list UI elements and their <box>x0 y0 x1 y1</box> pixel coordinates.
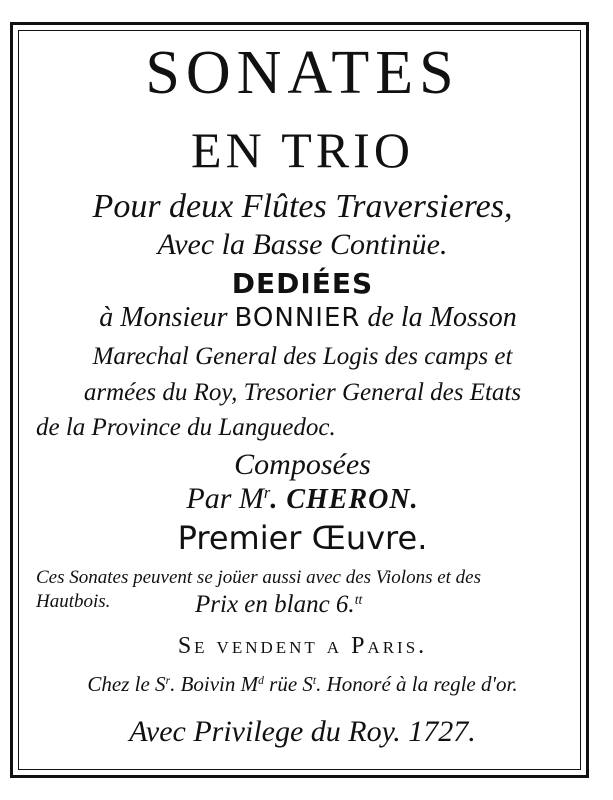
dedicatee-prefix: à Monsieur <box>99 302 235 333</box>
seller-sup-1: r <box>165 675 171 688</box>
seller-suffix: . Honoré à la regle d'or. <box>316 672 518 696</box>
instrument-note-line-2: Hautbois. <box>36 591 111 612</box>
dedicatee-titles-line-1: Marechal General des Logis des camps et <box>92 343 513 370</box>
subtitle-flutes: Pour deux Flûtes Traversieres, <box>92 188 513 225</box>
privilege-line: Avec Privilege du Roy. 1727. <box>129 715 476 748</box>
seller-mid: . Boivin M <box>170 672 259 696</box>
seller-sup-2: d <box>258 675 264 688</box>
title-line-sonates: SONATES <box>145 39 460 107</box>
dedicatee-titles-line-2: armées du Roy, Tresorier General des Etats <box>83 379 522 406</box>
opus-number: Premier Œuvre. <box>177 519 428 557</box>
seller-mid-2: rüe S <box>263 672 313 696</box>
composer-name: . CHERON. <box>270 484 419 515</box>
price-unit-sup: tt <box>354 591 363 607</box>
dedication-heading: DEDIÉES <box>231 267 374 300</box>
composed-label: Composées <box>234 448 371 481</box>
title-line-en-trio: EN TRIO <box>191 122 414 178</box>
dedicatee-titles-line-3: de la Province du Languedoc. <box>36 414 336 441</box>
composer-title-sup: r <box>263 483 271 503</box>
dedicatee-name: BONNIER <box>234 303 361 333</box>
composer-prefix: Par M <box>186 482 264 515</box>
price-line <box>195 592 455 617</box>
dedicatee-suffix: de la Mosson <box>360 302 517 333</box>
seller-sup-3: t <box>312 675 317 688</box>
seller-prefix: Chez le S <box>87 672 166 696</box>
seller-line <box>30 674 575 695</box>
composer-line <box>30 484 575 514</box>
subtitle-basse-continue: Avec la Basse Continüe. <box>157 228 448 261</box>
instrument-note-line-1: Ces Sonates peuvent se joüer aussi avec des Violons et des <box>36 567 481 588</box>
sales-line: Se vendent a Paris. <box>177 633 428 659</box>
price-text: Prix en blanc 6. <box>195 591 355 618</box>
dedicatee-line <box>28 304 588 332</box>
